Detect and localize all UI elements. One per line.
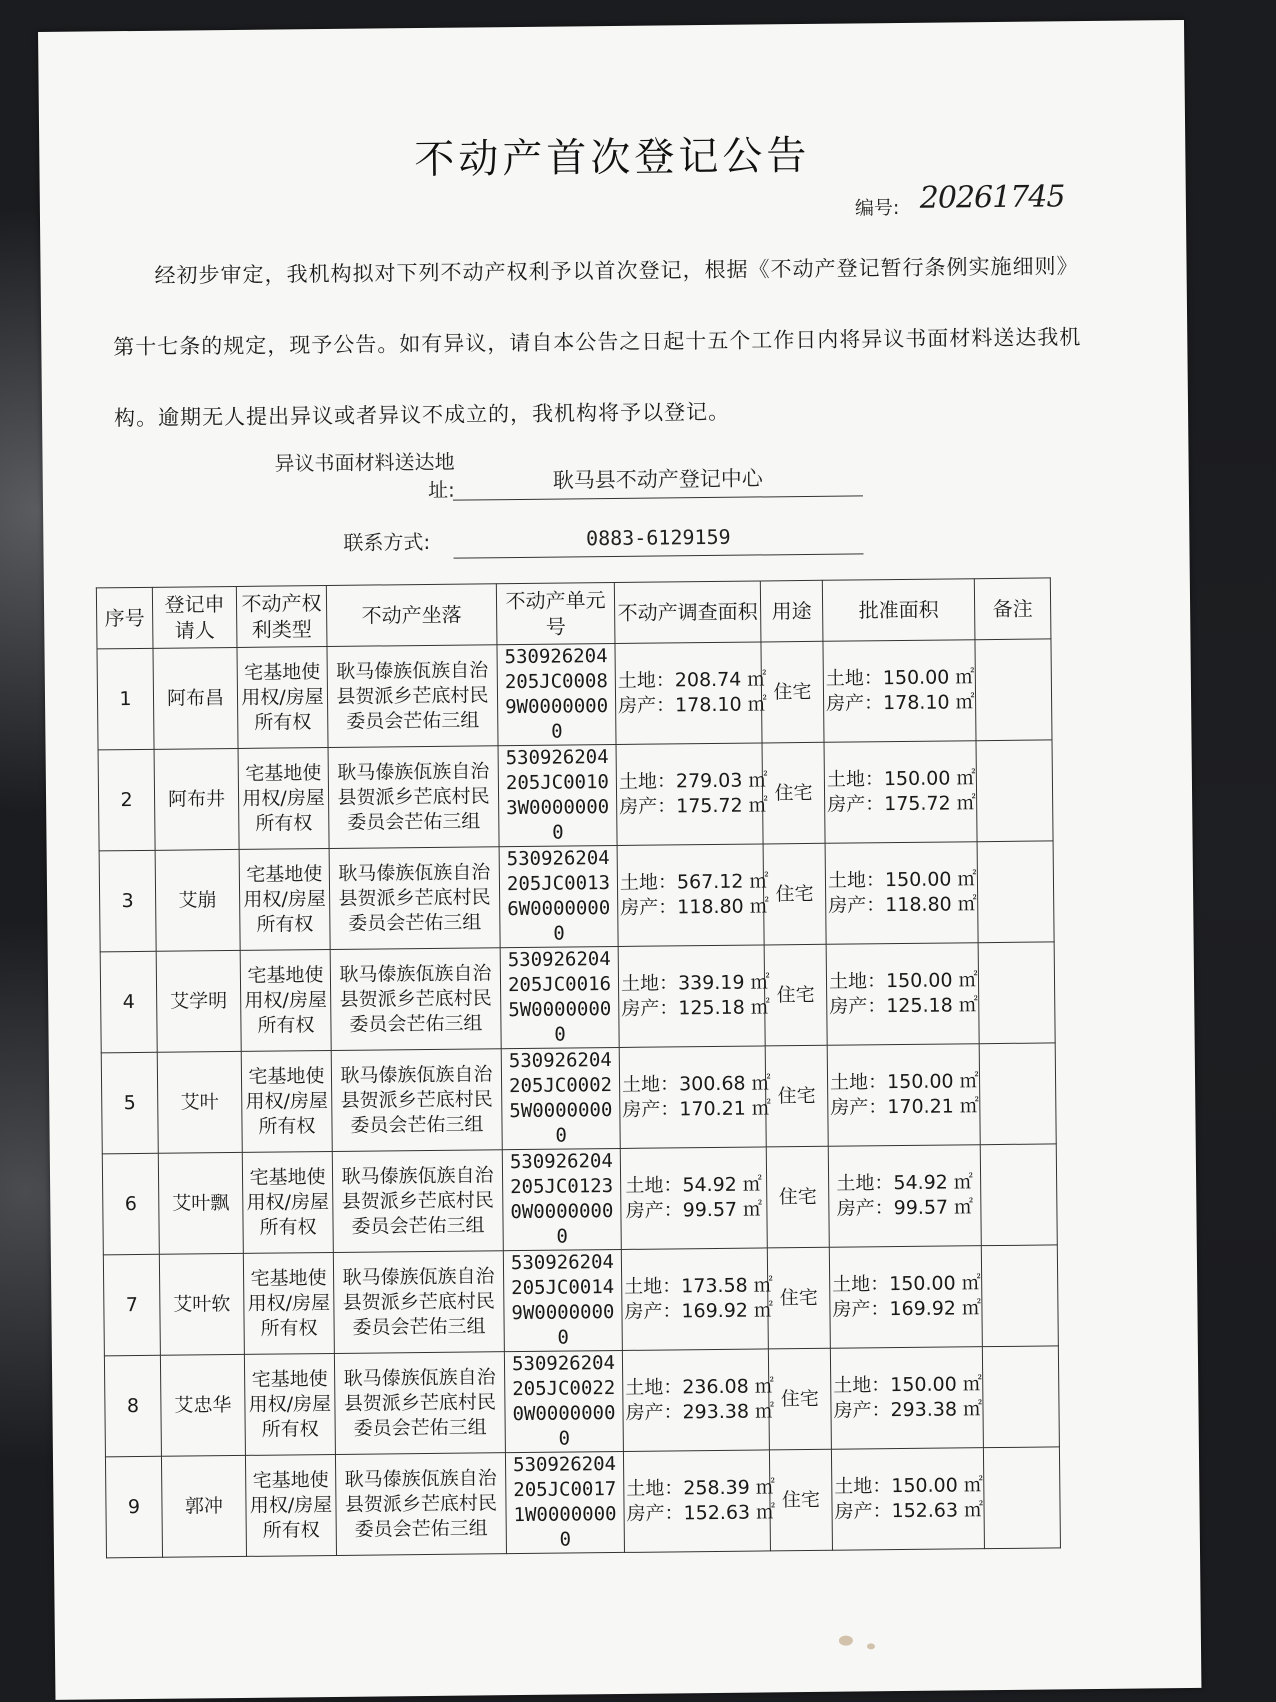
cell-serial-no: 1: [97, 648, 154, 750]
cell-applicant: 阿布昌: [153, 647, 238, 749]
cell-remark: [980, 1144, 1057, 1246]
cell-approved-area: [829, 1246, 982, 1349]
cell-applicant: 阿布井: [154, 748, 239, 850]
cell-right-type: 宅基地使用权/房屋所有权: [238, 748, 329, 850]
table-row: [100, 942, 1055, 1053]
cell-serial-no: 7: [103, 1254, 160, 1356]
cell-use: 住宅: [769, 1449, 832, 1551]
cell-remark: [978, 942, 1055, 1044]
survey-land: 土地：54.92 ㎡: [625, 1173, 762, 1197]
cell-use: 住宅: [768, 1348, 831, 1450]
survey-land: 土地：258.39 ㎡: [626, 1476, 775, 1500]
cell-applicant: 艾叶软: [159, 1253, 244, 1355]
table-row: [102, 1144, 1057, 1255]
approved-house: 房产：152.63 ㎡: [834, 1499, 984, 1523]
registration-table: [96, 577, 1061, 1558]
address-label-line1: 异议书面材料送达地: [274, 449, 455, 476]
cell-right-type: 宅基地使用权/房屋所有权: [240, 949, 331, 1051]
cell-location: 耿马傣族佤族自治县贺派乡芒底村民委员会芒佑三组: [333, 1251, 504, 1354]
cell-right-type: 宅基地使用权/房屋所有权: [245, 1454, 336, 1556]
cell-unit-no: 530926204205JC00149W00000000: [503, 1249, 622, 1351]
cell-location: 耿马傣族佤族自治县贺派乡芒底村民委员会芒佑三组: [330, 948, 501, 1051]
survey-land: 土地：300.68 ㎡: [621, 1072, 771, 1096]
cell-survey-area: [615, 642, 767, 745]
approved-house: 房产：175.72 ㎡: [827, 792, 976, 816]
cell-right-type: 宅基地使用权/房屋所有权: [239, 848, 330, 950]
cell-survey-area: [617, 844, 769, 947]
approved-land: 土地：54.92 ㎡: [836, 1171, 973, 1195]
table-header-row: [96, 578, 1051, 649]
approved-house: 房产：169.92 ㎡: [832, 1297, 982, 1321]
cell-approved-area: [825, 842, 978, 945]
cell-serial-no: 8: [104, 1355, 161, 1457]
survey-house: 房产：175.72 ㎡: [619, 794, 768, 818]
column-header: 登记申请人: [152, 586, 237, 648]
cell-serial-no: 6: [102, 1153, 159, 1255]
column-header: 备注: [974, 578, 1051, 640]
cell-remark: [975, 639, 1052, 741]
approved-house: 房产：125.18 ㎡: [829, 994, 978, 1018]
cell-survey-area: [619, 1046, 771, 1149]
cell-remark: [977, 841, 1054, 943]
survey-house: 房产：178.10 ㎡: [618, 693, 767, 717]
survey-land: 土地：339.19 ㎡: [620, 971, 770, 995]
cell-applicant: 艾学明: [156, 950, 241, 1052]
cell-use: 住宅: [761, 641, 824, 743]
cell-remark: [982, 1346, 1059, 1448]
cell-remark: [979, 1043, 1056, 1145]
table-row: [104, 1346, 1059, 1457]
column-header: 不动产调查面积: [614, 581, 761, 644]
cell-applicant: 艾崩: [155, 849, 240, 951]
cell-use: 住宅: [763, 843, 826, 945]
cell-approved-area: [824, 741, 977, 844]
column-header: 批准面积: [822, 579, 975, 642]
survey-house: 房产：170.21 ㎡: [622, 1097, 771, 1121]
table-row: [101, 1043, 1056, 1154]
cell-survey-area: [621, 1248, 774, 1351]
cell-applicant: 艾忠华: [160, 1354, 245, 1456]
cell-use: 住宅: [764, 944, 827, 1046]
serial-handwritten: 20261745: [919, 179, 1065, 216]
survey-house: 房产：152.63 ㎡: [626, 1501, 776, 1525]
cell-survey-area: [616, 743, 768, 846]
approved-house: 房产：293.38 ㎡: [833, 1398, 983, 1422]
objection-address-label: [254, 448, 455, 506]
cell-location: 耿马傣族佤族自治县贺派乡芒底村民委员会芒佑三组: [327, 645, 498, 748]
cell-serial-no: 3: [99, 850, 156, 952]
contact-value: 0883-6129159: [453, 523, 863, 558]
cell-applicant: 郭冲: [161, 1455, 246, 1557]
survey-land: 土地：567.12 ㎡: [619, 870, 769, 894]
cell-location: 耿马傣族佤族自治县贺派乡芒底村民委员会芒佑三组: [328, 746, 499, 849]
cell-location: 耿马傣族佤族自治县贺派乡芒底村民委员会芒佑三组: [335, 1453, 506, 1556]
cell-remark: [983, 1447, 1060, 1549]
table-row: [99, 841, 1054, 952]
cell-remark: [981, 1245, 1058, 1347]
approved-house: 房产：118.80 ㎡: [828, 893, 977, 917]
cell-approved-area: [826, 943, 979, 1046]
table-body: [97, 639, 1060, 1558]
cell-location: 耿马傣族佤族自治县贺派乡芒底村民委员会芒佑三组: [334, 1352, 505, 1455]
cell-serial-no: 4: [100, 951, 157, 1053]
survey-house: 房产：125.18 ㎡: [621, 996, 770, 1020]
approved-house: 房产：178.10 ㎡: [825, 691, 975, 715]
cell-right-type: 宅基地使用权/房屋所有权: [242, 1151, 333, 1253]
cell-approved-area: [828, 1145, 981, 1248]
approved-house: 房产：170.21 ㎡: [830, 1095, 979, 1119]
cell-location: 耿马傣族佤族自治县贺派乡芒底村民委员会芒佑三组: [329, 847, 500, 950]
table-row: [103, 1245, 1058, 1356]
approved-land: 土地：150.00 ㎡: [827, 868, 977, 892]
objection-address-value: 耿马县不动产登记中心: [453, 461, 863, 500]
survey-land: 土地：279.03 ㎡: [618, 769, 768, 793]
cell-serial-no: 9: [105, 1456, 162, 1558]
survey-house: 房产：169.92 ㎡: [624, 1299, 774, 1323]
cell-use: 住宅: [767, 1247, 830, 1349]
column-header: 不动产权利类型: [236, 586, 327, 648]
cell-unit-no: 530926204205JC00171W00000000: [505, 1451, 624, 1553]
cell-survey-area: [622, 1349, 775, 1452]
cell-approved-area: [831, 1448, 984, 1551]
cell-unit-no: 530926204205JC00220W00000000: [504, 1350, 623, 1452]
approved-land: 土地：150.00 ㎡: [828, 969, 978, 993]
cell-survey-area: [618, 945, 770, 1048]
survey-house: 房产：99.57 ㎡: [625, 1198, 763, 1222]
approved-land: 土地：150.00 ㎡: [833, 1373, 982, 1397]
cell-applicant: 艾叶: [157, 1051, 242, 1153]
approved-land: 土地：150.00 ㎡: [834, 1474, 983, 1498]
contact-label: 联系方式:: [343, 529, 431, 555]
page-title: 不动产首次登记公告: [414, 132, 811, 184]
table-row: [97, 639, 1052, 750]
address-label-line2: 址:: [427, 477, 455, 502]
cell-location: 耿马傣族佤族自治县贺派乡芒底村民委员会芒佑三组: [332, 1150, 503, 1253]
column-header: 不动产单元号: [496, 582, 615, 644]
approved-house: 房产：99.57 ㎡: [836, 1196, 974, 1220]
approved-land: 土地：150.00 ㎡: [829, 1070, 979, 1094]
notice-paper: [38, 20, 1201, 1700]
cell-right-type: 宅基地使用权/房屋所有权: [237, 647, 328, 749]
survey-house: 房产：118.80 ㎡: [620, 895, 769, 919]
paper-stain: [839, 1636, 853, 1646]
cell-unit-no: 530926204205JC00025W00000000: [501, 1047, 620, 1149]
cell-unit-no: 530926204205JC00103W00000000: [498, 744, 617, 846]
cell-right-type: 宅基地使用权/房屋所有权: [243, 1252, 334, 1354]
survey-land: 土地：173.58 ㎡: [624, 1274, 773, 1298]
serial-label: 编号:: [854, 196, 900, 220]
approved-land: 土地：150.00 ㎡: [825, 666, 975, 690]
cell-approved-area: [827, 1044, 980, 1147]
cell-unit-no: 530926204205JC00165W00000000: [500, 946, 619, 1048]
cell-location: 耿马傣族佤族自治县贺派乡芒底村民委员会芒佑三组: [331, 1049, 502, 1152]
approved-land: 土地：150.00 ㎡: [832, 1272, 981, 1296]
survey-land: 土地：208.74 ㎡: [617, 668, 767, 692]
cell-applicant: 艾叶飘: [158, 1152, 243, 1254]
paper-stain: [867, 1643, 875, 1649]
cell-use: 住宅: [766, 1146, 829, 1248]
cell-remark: [976, 740, 1053, 842]
cell-unit-no: 530926204205JC01230W00000000: [502, 1148, 621, 1250]
survey-land: 土地：236.08 ㎡: [625, 1375, 774, 1399]
cell-survey-area: [620, 1147, 767, 1250]
table-row: [98, 740, 1053, 851]
cell-use: 住宅: [765, 1045, 828, 1147]
intro-paragraph: 经初步审定，我机构拟对下列不动产权利予以首次登记，根据《不动产登记暂行条例实施细则》第十七条的规定，现予公告。如有异议，请自本公告之日起十五个工作日内将异议书面材料送达我机构。逾期无人提出异议或者异议不成立的，我机构将予以登记。: [113, 254, 1082, 431]
column-header: 用途: [760, 580, 823, 642]
cell-unit-no: 530926204205JC00136W00000000: [499, 845, 618, 947]
cell-use: 住宅: [762, 742, 825, 844]
table-row: [105, 1447, 1060, 1558]
approved-land: 土地：150.00 ㎡: [826, 767, 976, 791]
cell-survey-area: [623, 1450, 776, 1553]
cell-right-type: 宅基地使用权/房屋所有权: [241, 1050, 332, 1152]
cell-unit-no: 530926204205JC00089W00000000: [497, 643, 616, 745]
cell-approved-area: [830, 1347, 983, 1450]
column-header: 序号: [96, 587, 153, 649]
survey-house: 房产：293.38 ㎡: [625, 1400, 775, 1424]
column-header: 不动产坐落: [326, 584, 497, 647]
cell-serial-no: 5: [101, 1052, 158, 1154]
cell-serial-no: 2: [98, 749, 155, 851]
cell-approved-area: [823, 640, 976, 743]
cell-right-type: 宅基地使用权/房屋所有权: [244, 1353, 335, 1455]
